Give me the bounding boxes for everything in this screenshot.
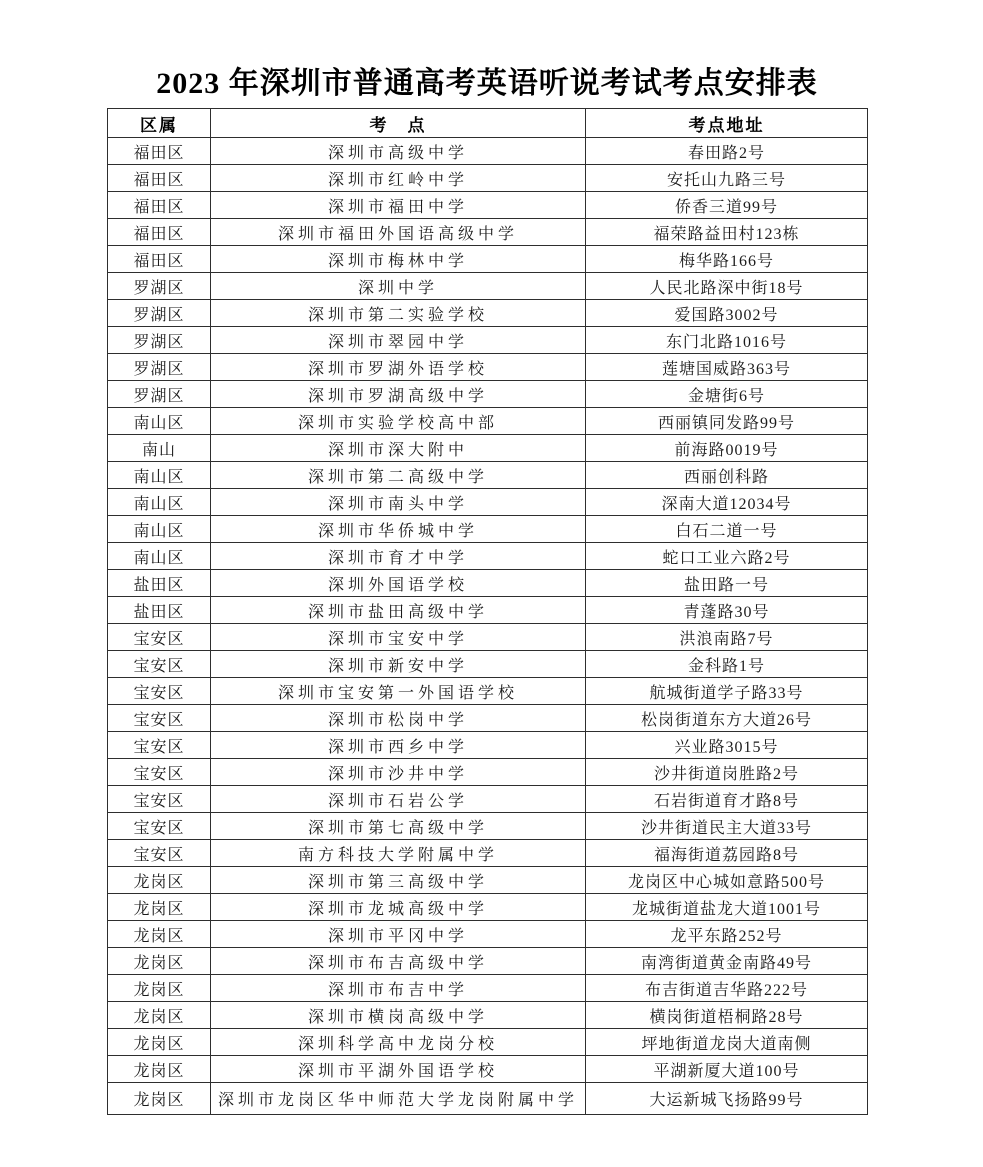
- cell-site: 深圳市福田外国语高级中学: [211, 219, 586, 246]
- table-row: [108, 543, 868, 570]
- cell-address: 盐田路一号: [586, 570, 868, 597]
- cell-site: 深圳市平冈中学: [211, 921, 586, 948]
- cell-district: 福田区: [108, 219, 211, 246]
- table-row: [108, 624, 868, 651]
- cell-district: 罗湖区: [108, 381, 211, 408]
- cell-address: 青蓬路30号: [586, 597, 868, 624]
- table-row: [108, 300, 868, 327]
- cell-district: 宝安区: [108, 624, 211, 651]
- cell-address: 深南大道12034号: [586, 489, 868, 516]
- header-district: 区属: [108, 109, 211, 138]
- cell-site: 深圳外国语学校: [211, 570, 586, 597]
- cell-address: 东门北路1016号: [586, 327, 868, 354]
- cell-district: 罗湖区: [108, 354, 211, 381]
- cell-address: 龙岗区中心城如意路500号: [586, 867, 868, 894]
- table-row: [108, 597, 868, 624]
- table-row: [108, 1056, 868, 1083]
- table-row: [108, 219, 868, 246]
- table-row: [108, 192, 868, 219]
- cell-address: 爱国路3002号: [586, 300, 868, 327]
- cell-district: 福田区: [108, 192, 211, 219]
- table-row: [108, 867, 868, 894]
- cell-address: 龙平东路252号: [586, 921, 868, 948]
- table-row: [108, 435, 868, 462]
- cell-address: 梅华路166号: [586, 246, 868, 273]
- table-row: [108, 1029, 868, 1056]
- cell-district: 罗湖区: [108, 300, 211, 327]
- cell-address: 西丽创科路: [586, 462, 868, 489]
- table-row: [108, 840, 868, 867]
- cell-address: 前海路0019号: [586, 435, 868, 462]
- cell-site: 深圳市龙岗区华中师范大学龙岗附属中学: [211, 1083, 586, 1115]
- table-row: [108, 975, 868, 1002]
- cell-district: 宝安区: [108, 840, 211, 867]
- cell-district: 罗湖区: [108, 273, 211, 300]
- cell-district: 龙岗区: [108, 894, 211, 921]
- cell-address: 布吉街道吉华路222号: [586, 975, 868, 1002]
- cell-district: 南山区: [108, 489, 211, 516]
- cell-site: 深圳市第七高级中学: [211, 813, 586, 840]
- cell-district: 宝安区: [108, 759, 211, 786]
- table-row: [108, 165, 868, 192]
- cell-site: 深圳市翠园中学: [211, 327, 586, 354]
- cell-address: 金科路1号: [586, 651, 868, 678]
- table-row: [108, 381, 868, 408]
- cell-site: 深圳市西乡中学: [211, 732, 586, 759]
- cell-address: 横岗街道梧桐路28号: [586, 1002, 868, 1029]
- cell-address: 沙井街道岗胜路2号: [586, 759, 868, 786]
- table-row: [108, 462, 868, 489]
- cell-address: 西丽镇同发路99号: [586, 408, 868, 435]
- cell-address: 蛇口工业六路2号: [586, 543, 868, 570]
- cell-site: 深圳市新安中学: [211, 651, 586, 678]
- cell-site: 深圳市布吉高级中学: [211, 948, 586, 975]
- cell-district: 宝安区: [108, 705, 211, 732]
- header-address: 考点地址: [586, 109, 868, 138]
- cell-district: 宝安区: [108, 786, 211, 813]
- cell-site: 深圳市罗湖高级中学: [211, 381, 586, 408]
- exam-sites-table: [107, 108, 868, 1115]
- cell-district: 龙岗区: [108, 867, 211, 894]
- cell-site: 深圳市实验学校高中部: [211, 408, 586, 435]
- cell-district: 龙岗区: [108, 1083, 211, 1115]
- cell-address: 福海街道荔园路8号: [586, 840, 868, 867]
- cell-site: 深圳市沙井中学: [211, 759, 586, 786]
- cell-site: 深圳科学高中龙岗分校: [211, 1029, 586, 1056]
- cell-district: 宝安区: [108, 732, 211, 759]
- table-row: [108, 921, 868, 948]
- cell-site: 深圳市石岩公学: [211, 786, 586, 813]
- cell-district: 龙岗区: [108, 1002, 211, 1029]
- cell-site: 深圳市第二高级中学: [211, 462, 586, 489]
- cell-district: 南山区: [108, 516, 211, 543]
- table-row: [108, 273, 868, 300]
- cell-district: 盐田区: [108, 570, 211, 597]
- table-row: [108, 246, 868, 273]
- cell-district: 龙岗区: [108, 1029, 211, 1056]
- cell-district: 宝安区: [108, 651, 211, 678]
- cell-site: 深圳市梅林中学: [211, 246, 586, 273]
- cell-address: 龙城街道盐龙大道1001号: [586, 894, 868, 921]
- cell-site: 深圳市第三高级中学: [211, 867, 586, 894]
- cell-site: 深圳市福田中学: [211, 192, 586, 219]
- cell-address: 兴业路3015号: [586, 732, 868, 759]
- table-row: [108, 516, 868, 543]
- cell-address: 沙井街道民主大道33号: [586, 813, 868, 840]
- cell-address: 大运新城飞扬路99号: [586, 1083, 868, 1115]
- cell-address: 松岗街道东方大道26号: [586, 705, 868, 732]
- table-row: [108, 651, 868, 678]
- cell-address: 福荣路益田村123栋: [586, 219, 868, 246]
- cell-site: 深圳市罗湖外语学校: [211, 354, 586, 381]
- cell-address: 坪地街道龙岗大道南侧: [586, 1029, 868, 1056]
- cell-site: 深圳市高级中学: [211, 138, 586, 165]
- cell-site: 深圳市松岗中学: [211, 705, 586, 732]
- table-row: [108, 327, 868, 354]
- table-row: [108, 678, 868, 705]
- cell-district: 龙岗区: [108, 1056, 211, 1083]
- cell-district: 福田区: [108, 138, 211, 165]
- cell-site: 南方科技大学附属中学: [211, 840, 586, 867]
- cell-site: 深圳市宝安第一外国语学校: [211, 678, 586, 705]
- table-row: [108, 732, 868, 759]
- cell-address: 金塘街6号: [586, 381, 868, 408]
- cell-district: 南山区: [108, 462, 211, 489]
- cell-district: 龙岗区: [108, 921, 211, 948]
- table-row: [108, 948, 868, 975]
- cell-district: 南山: [108, 435, 211, 462]
- table-row: [108, 1002, 868, 1029]
- exam-table-body: [108, 138, 868, 1115]
- cell-site: 深圳市第二实验学校: [211, 300, 586, 327]
- cell-site: 深圳市宝安中学: [211, 624, 586, 651]
- cell-district: 福田区: [108, 246, 211, 273]
- cell-district: 南山区: [108, 543, 211, 570]
- cell-address: 洪浪南路7号: [586, 624, 868, 651]
- table-row: [108, 813, 868, 840]
- header-site: 考 点: [211, 109, 586, 138]
- cell-district: 宝安区: [108, 813, 211, 840]
- cell-address: 航城街道学子路33号: [586, 678, 868, 705]
- cell-address: 白石二道一号: [586, 516, 868, 543]
- cell-address: 人民北路深中街18号: [586, 273, 868, 300]
- cell-site: 深圳市南头中学: [211, 489, 586, 516]
- table-row: [108, 570, 868, 597]
- cell-district: 龙岗区: [108, 948, 211, 975]
- cell-address: 南湾街道黄金南路49号: [586, 948, 868, 975]
- cell-address: 安托山九路三号: [586, 165, 868, 192]
- cell-site: 深圳市深大附中: [211, 435, 586, 462]
- cell-district: 宝安区: [108, 678, 211, 705]
- cell-site: 深圳市横岗高级中学: [211, 1002, 586, 1029]
- cell-site: 深圳中学: [211, 273, 586, 300]
- cell-address: 春田路2号: [586, 138, 868, 165]
- table-row: [108, 786, 868, 813]
- cell-address: 侨香三道99号: [586, 192, 868, 219]
- table-row: [108, 354, 868, 381]
- cell-district: 罗湖区: [108, 327, 211, 354]
- cell-site: 深圳市龙城高级中学: [211, 894, 586, 921]
- page-title: 2023 年深圳市普通高考英语听说考试考点安排表: [156, 67, 818, 100]
- table-row: [108, 759, 868, 786]
- table-row: [108, 894, 868, 921]
- cell-address: 平湖新厦大道100号: [586, 1056, 868, 1083]
- cell-site: 深圳市育才中学: [211, 543, 586, 570]
- cell-site: 深圳市布吉中学: [211, 975, 586, 1002]
- table-row: [108, 705, 868, 732]
- cell-district: 龙岗区: [108, 975, 211, 1002]
- cell-site: 深圳市红岭中学: [211, 165, 586, 192]
- cell-site: 深圳市华侨城中学: [211, 516, 586, 543]
- table-row: [108, 138, 868, 165]
- cell-site: 深圳市盐田高级中学: [211, 597, 586, 624]
- table-header-row: [108, 109, 868, 138]
- table-row: [108, 1083, 868, 1115]
- table-row: [108, 489, 868, 516]
- cell-district: 盐田区: [108, 597, 211, 624]
- cell-site: 深圳市平湖外国语学校: [211, 1056, 586, 1083]
- cell-district: 福田区: [108, 165, 211, 192]
- cell-district: 南山区: [108, 408, 211, 435]
- cell-address: 石岩街道育才路8号: [586, 786, 868, 813]
- table-row: [108, 408, 868, 435]
- cell-address: 莲塘国威路363号: [586, 354, 868, 381]
